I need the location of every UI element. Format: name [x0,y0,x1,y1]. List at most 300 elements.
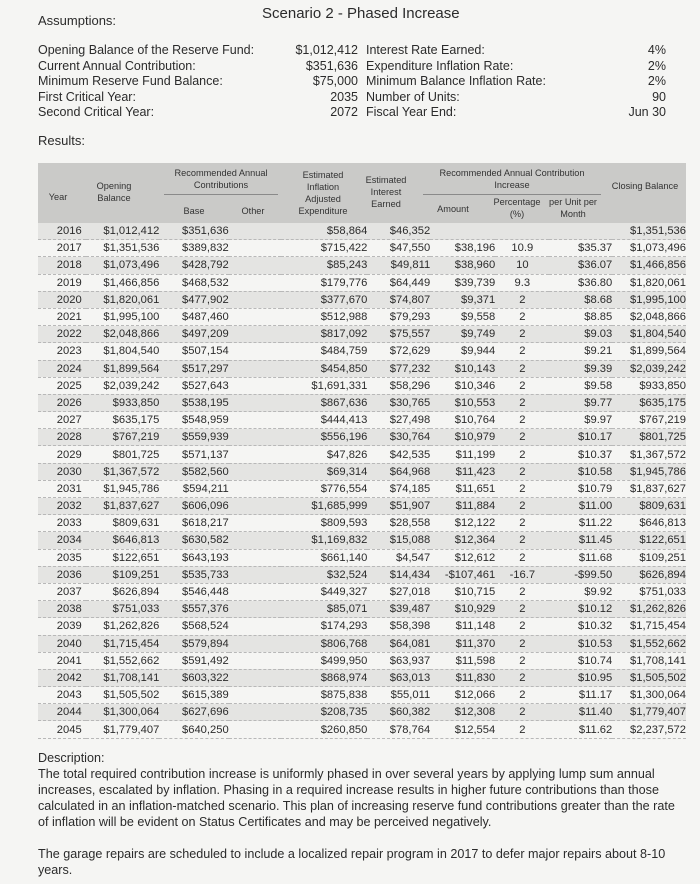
header-percentage: Percentage (%) [493,197,541,219]
cell-year: 2023 [38,343,86,360]
cell-opening-balance: $626,894 [86,583,160,600]
cell-expenditure: $444,413 [281,412,368,429]
cell-percentage: 10.9 [495,240,549,257]
cell-expenditure: $174,293 [281,618,368,635]
cell-amount: -$107,461 [430,566,495,583]
cell-interest: $74,185 [367,480,430,497]
cell-year: 2036 [38,566,86,583]
cell-opening-balance: $1,012,412 [86,223,160,240]
assumption-label: First Critical Year: [38,89,136,104]
cell-closing-balance: $1,367,572 [612,446,686,463]
cell-percentage: 2 [495,669,549,686]
cell-year: 2024 [38,360,86,377]
cell-amount: $11,651 [430,480,495,497]
description-text: The total required contribution increase is uniformly phased in over several years by applying lump sum annual increases, escalated by inflation. Phasing in a required increase results in higher future contributions than those calculated in an inflation-matched scenario. This plan of increasing reserve fund contributions greater than the rate of inflation will be evident on Status Certificates and may be perceived negatively. [38,767,675,829]
table-row [38,446,686,463]
cell-interest: $15,088 [367,532,430,549]
cell-interest: $28,558 [367,515,430,532]
cell-per-unit: $9.92 [549,583,612,600]
cell-amount: $9,371 [430,291,495,308]
cell-opening-balance: $1,466,856 [86,274,160,291]
cell-per-unit: $11.62 [549,721,612,738]
cell-year: 2017 [38,240,86,257]
cell-percentage: 2 [495,480,549,497]
cell-percentage [495,223,549,240]
cell-interest: $47,550 [367,240,430,257]
table-row [38,498,686,515]
cell-base: $643,193 [159,549,228,566]
cell-per-unit: $9.58 [549,377,612,394]
cell-base: $557,376 [159,601,228,618]
cell-per-unit: $10.79 [549,480,612,497]
cell-year: 2032 [38,498,86,515]
cell-year: 2031 [38,480,86,497]
cell-closing-balance: $1,899,564 [612,343,686,360]
cell-other [229,360,281,377]
cell-amount: $10,346 [430,377,495,394]
cell-year: 2020 [38,291,86,308]
cell-other [229,652,281,669]
cell-expenditure: $449,327 [281,583,368,600]
cell-closing-balance: $109,251 [612,549,686,566]
cell-percentage: 2 [495,463,549,480]
page-title: Scenario 2 - Phased Increase [262,5,460,22]
cell-closing-balance: $751,033 [612,583,686,600]
cell-closing-balance: $1,804,540 [612,326,686,343]
cell-expenditure: $499,950 [281,652,368,669]
cell-other [229,257,281,274]
cell-base: $517,297 [159,360,228,377]
cell-interest: $75,557 [367,326,430,343]
cell-interest: $74,807 [367,291,430,308]
cell-interest: $64,081 [367,635,430,652]
cell-base: $497,209 [159,326,228,343]
cell-amount: $12,122 [430,515,495,532]
table-row [38,480,686,497]
description-heading: Description: [38,751,105,765]
cell-percentage: 2 [495,721,549,738]
assumption-value: 2072 [330,105,358,120]
cell-base: $627,696 [159,704,228,721]
cell-other [229,429,281,446]
cell-other [229,223,281,240]
assumption-label: Current Annual Contribution: [38,58,196,73]
cell-other [229,515,281,532]
table-row [38,618,686,635]
cell-other [229,498,281,515]
cell-per-unit: $11.22 [549,515,612,532]
cell-other [229,583,281,600]
cell-per-unit: $8.68 [549,291,612,308]
cell-expenditure: $1,685,999 [281,498,368,515]
cell-opening-balance: $646,813 [86,532,160,549]
cell-expenditure: $817,092 [281,326,368,343]
cell-opening-balance: $2,048,866 [86,326,160,343]
assumption-value: Jun 30 [628,105,666,120]
cell-other [229,549,281,566]
table-row [38,257,686,274]
assumptions-heading: Assumptions: [38,13,117,28]
cell-amount: $10,929 [430,601,495,618]
cell-per-unit: $36.80 [549,274,612,291]
cell-year: 2043 [38,687,86,704]
cell-interest: $39,487 [367,601,430,618]
cell-year: 2045 [38,721,86,738]
table-row [38,463,686,480]
cell-year: 2028 [38,429,86,446]
table-row [38,532,686,549]
cell-opening-balance: $801,725 [86,446,160,463]
cell-interest: $64,449 [367,274,430,291]
cell-amount: $11,148 [430,618,495,635]
cell-opening-balance: $767,219 [86,429,160,446]
cell-amount: $10,143 [430,360,495,377]
table-row [38,515,686,532]
cell-percentage: 2 [495,343,549,360]
cell-percentage: 10 [495,257,549,274]
cell-base: $568,524 [159,618,228,635]
header-closing-balance: Closing Balance [611,181,679,191]
table-row [38,240,686,257]
cell-closing-balance: $1,351,536 [612,223,686,240]
cell-expenditure: $377,670 [281,291,368,308]
header-est-interest: Estimated Interest Earned [365,175,407,209]
cell-per-unit: $36.07 [549,257,612,274]
header-est-expenditure: Estimated Inflation Adjusted Expenditure [298,170,348,216]
cell-percentage: 2 [495,377,549,394]
cell-closing-balance: $122,651 [612,532,686,549]
table-row [38,601,686,618]
cell-amount: $12,554 [430,721,495,738]
cell-closing-balance: $635,175 [612,394,686,411]
header-amount: Amount [437,204,469,214]
cell-amount: $9,558 [430,308,495,325]
cell-interest: $58,398 [367,618,430,635]
cell-opening-balance: $109,251 [86,566,160,583]
cell-interest: $49,811 [367,257,430,274]
cell-opening-balance: $122,651 [86,549,160,566]
cell-percentage: 2 [495,326,549,343]
cell-amount: $12,308 [430,704,495,721]
cell-other [229,412,281,429]
cell-interest: $14,434 [367,566,430,583]
cell-base: $606,096 [159,498,228,515]
header-base: Base [183,206,205,216]
assumptions-left-values [262,43,358,121]
table-row [38,583,686,600]
cell-closing-balance: $767,219 [612,412,686,429]
cell-other [229,669,281,686]
cell-year: 2040 [38,635,86,652]
assumption-value: $351,636 [305,58,358,73]
cell-other [229,635,281,652]
cell-other [229,618,281,635]
cell-per-unit: $10.58 [549,463,612,480]
table-row [38,343,686,360]
table-row [38,704,686,721]
cell-other [229,704,281,721]
cell-base: $640,250 [159,721,228,738]
cell-per-unit [549,223,612,240]
results-heading: Results: [38,133,85,148]
cell-closing-balance: $1,837,627 [612,480,686,497]
description-garage-note: The garage repairs are scheduled to include a localized repair program in 2017 to defer major repairs about 8-10 years. [38,847,666,877]
cell-closing-balance: $1,779,407 [612,704,686,721]
table-row [38,635,686,652]
table-row [38,412,686,429]
cell-percentage: 2 [495,446,549,463]
cell-opening-balance: $1,804,540 [86,343,160,360]
cell-year: 2044 [38,704,86,721]
cell-expenditure: $867,636 [281,394,368,411]
cell-closing-balance: $1,073,496 [612,240,686,257]
assumption-value: $75,000 [312,74,358,89]
cell-closing-balance: $2,237,572 [612,721,686,738]
cell-interest: $77,232 [367,360,430,377]
cell-expenditure: $556,196 [281,429,368,446]
cell-per-unit: $10.12 [549,601,612,618]
cell-base: $527,643 [159,377,228,394]
cell-other [229,687,281,704]
cell-other [229,721,281,738]
cell-amount: $10,979 [430,429,495,446]
cell-percentage: 2 [495,583,549,600]
cell-percentage: -16.7 [495,566,549,583]
cell-closing-balance: $1,820,061 [612,274,686,291]
table-header [38,163,686,223]
cell-percentage: 2 [495,498,549,515]
cell-percentage: 2 [495,394,549,411]
cell-other [229,532,281,549]
cell-per-unit: $9.39 [549,360,612,377]
header-divider [164,194,278,195]
assumption-label: Second Critical Year: [38,105,155,120]
cell-base: $535,733 [159,566,228,583]
cell-expenditure: $1,169,832 [281,532,368,549]
cell-other [229,394,281,411]
cell-opening-balance: $1,945,786 [86,480,160,497]
cell-opening-balance: $809,631 [86,515,160,532]
cell-amount: $12,066 [430,687,495,704]
cell-interest: $78,764 [367,721,430,738]
cell-expenditure: $47,826 [281,446,368,463]
cell-percentage: 2 [495,360,549,377]
cell-interest: $27,498 [367,412,430,429]
cell-percentage: 2 [495,652,549,669]
header-rec-increase: Recommended Annual Contribution Increase [439,168,585,190]
cell-other [229,463,281,480]
cell-year: 2026 [38,394,86,411]
cell-expenditure: $208,735 [281,704,368,721]
cell-year: 2038 [38,601,86,618]
cell-opening-balance: $2,039,242 [86,377,160,394]
table-row [38,360,686,377]
assumptions-right-labels [366,43,546,121]
cell-expenditure: $809,593 [281,515,368,532]
cell-closing-balance: $801,725 [612,429,686,446]
cell-per-unit: $11.45 [549,532,612,549]
cell-base: $468,532 [159,274,228,291]
cell-closing-balance: $1,552,662 [612,635,686,652]
cell-per-unit: $9.03 [549,326,612,343]
cell-amount: $38,960 [430,257,495,274]
cell-interest: $58,296 [367,377,430,394]
cell-expenditure: $179,776 [281,274,368,291]
cell-per-unit: $11.68 [549,549,612,566]
cell-amount: $10,553 [430,394,495,411]
cell-closing-balance: $1,466,856 [612,257,686,274]
cell-opening-balance: $1,995,100 [86,308,160,325]
cell-expenditure: $69,314 [281,463,368,480]
cell-year: 2035 [38,549,86,566]
assumption-label: Expenditure Inflation Rate: [366,58,514,73]
cell-per-unit: $10.37 [549,446,612,463]
cell-base: $428,792 [159,257,228,274]
cell-percentage: 2 [495,532,549,549]
data-table [38,223,686,739]
cell-expenditure: $454,850 [281,360,368,377]
cell-per-unit: -$99.50 [549,566,612,583]
cell-amount: $10,715 [430,583,495,600]
cell-expenditure: $512,988 [281,308,368,325]
cell-amount: $38,196 [430,240,495,257]
cell-amount: $11,884 [430,498,495,515]
assumption-label: Number of Units: [366,89,460,104]
header-divider [423,194,601,195]
assumption-value: $1,012,412 [295,43,358,57]
cell-other [229,377,281,394]
cell-interest: $30,765 [367,394,430,411]
cell-expenditure: $1,691,331 [281,377,368,394]
cell-per-unit: $9.77 [549,394,612,411]
cell-opening-balance: $1,073,496 [86,257,160,274]
table-row [38,377,686,394]
table-row [38,566,686,583]
cell-amount: $12,364 [430,532,495,549]
assumption-label: Minimum Balance Inflation Rate: [366,74,546,89]
cell-base: $546,448 [159,583,228,600]
cell-amount: $11,199 [430,446,495,463]
table-row [38,274,686,291]
cell-interest: $79,293 [367,308,430,325]
results-table [38,163,686,739]
cell-percentage: 2 [495,308,549,325]
cell-year: 2029 [38,446,86,463]
cell-per-unit: $9.97 [549,412,612,429]
cell-other [229,343,281,360]
cell-year: 2042 [38,669,86,686]
cell-per-unit: $10.53 [549,635,612,652]
assumption-value: 2035 [330,89,358,104]
header-recommended-annual: Recommended Annual Contributions [174,168,268,190]
cell-year: 2041 [38,652,86,669]
table-row [38,394,686,411]
cell-per-unit: $8.85 [549,308,612,325]
cell-closing-balance: $1,715,454 [612,618,686,635]
cell-year: 2033 [38,515,86,532]
cell-percentage: 2 [495,687,549,704]
cell-closing-balance: $2,039,242 [612,360,686,377]
cell-interest: $55,011 [367,687,430,704]
cell-other [229,240,281,257]
cell-percentage: 2 [495,549,549,566]
cell-expenditure: $806,768 [281,635,368,652]
cell-opening-balance: $1,505,502 [86,687,160,704]
cell-expenditure: $875,838 [281,687,368,704]
cell-per-unit: $10.17 [549,429,612,446]
cell-opening-balance: $635,175 [86,412,160,429]
cell-percentage: 2 [495,635,549,652]
cell-base: $594,211 [159,480,228,497]
cell-base: $618,217 [159,515,228,532]
header-other: Other [241,206,265,216]
cell-per-unit: $11.00 [549,498,612,515]
cell-percentage: 2 [495,618,549,635]
cell-expenditure: $776,554 [281,480,368,497]
cell-base: $630,582 [159,532,228,549]
assumption-label: Interest Rate Earned: [366,43,485,57]
table-row [38,721,686,738]
cell-interest: $63,937 [367,652,430,669]
table-row [38,308,686,325]
cell-closing-balance: $933,850 [612,377,686,394]
cell-interest: $42,535 [367,446,430,463]
cell-base: $548,959 [159,412,228,429]
header-year: Year [48,192,68,202]
cell-opening-balance: $1,779,407 [86,721,160,738]
cell-opening-balance: $1,820,061 [86,291,160,308]
table-row [38,326,686,343]
cell-interest: $60,382 [367,704,430,721]
table-row [38,687,686,704]
table-row [38,549,686,566]
cell-amount: $11,370 [430,635,495,652]
cell-expenditure: $85,071 [281,601,368,618]
cell-per-unit: $11.40 [549,704,612,721]
cell-base: $487,460 [159,308,228,325]
table-row [38,669,686,686]
cell-base: $582,560 [159,463,228,480]
assumption-label: Fiscal Year End: [366,105,457,120]
cell-closing-balance: $1,995,100 [612,291,686,308]
cell-interest: $63,013 [367,669,430,686]
cell-percentage: 2 [495,429,549,446]
cell-year: 2022 [38,326,86,343]
cell-expenditure: $484,759 [281,343,368,360]
cell-interest: $27,018 [367,583,430,600]
cell-opening-balance: $1,262,826 [86,618,160,635]
cell-base: $591,492 [159,652,228,669]
cell-per-unit: $11.17 [549,687,612,704]
cell-amount [430,223,495,240]
cell-percentage: 2 [495,291,549,308]
cell-base: $559,939 [159,429,228,446]
cell-closing-balance: $1,505,502 [612,669,686,686]
cell-interest: $64,968 [367,463,430,480]
cell-base: $571,137 [159,446,228,463]
table-row [38,223,686,240]
assumption-value: 2% [647,74,666,89]
cell-other [229,566,281,583]
cell-opening-balance: $751,033 [86,601,160,618]
cell-expenditure: $260,850 [281,721,368,738]
cell-base: $507,154 [159,343,228,360]
cell-base: $351,636 [159,223,228,240]
cell-base: $603,322 [159,669,228,686]
cell-opening-balance: $1,899,564 [86,360,160,377]
cell-amount: $9,749 [430,326,495,343]
assumption-label: Minimum Reserve Fund Balance: [38,74,223,89]
